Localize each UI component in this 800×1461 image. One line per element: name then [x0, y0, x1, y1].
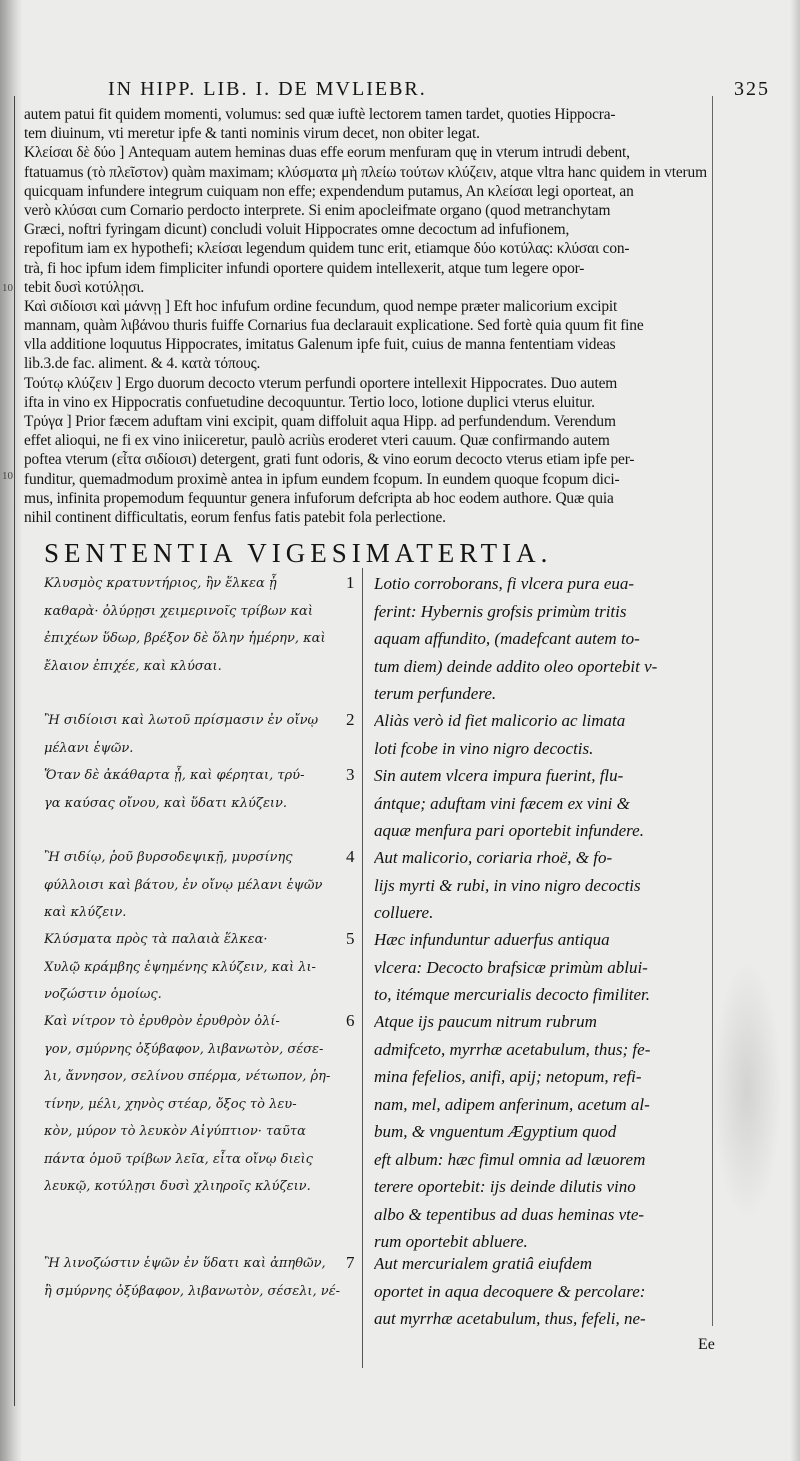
latin-line: ántque; aduftam vini fæcem ex vini &	[374, 793, 630, 813]
aphorism-number: 5	[346, 929, 355, 948]
commentary-line: verò κλύσαι cum Cornario perdocto interprete. Si enim apocleifmate organo (quod metranchytam	[24, 201, 611, 219]
greek-line: κὸν, μύρον τὸ λευκὸν Αἰγύπτιον· ταῦτα	[44, 1124, 306, 1139]
commentary-line: ifta in vino ex Hippocratis confuetudine decoquuntur. Tertio loco, lotione duplici vterus eluitur.	[24, 393, 595, 411]
latin-line: terere oportebit: ijs deinde dilutis vino	[374, 1177, 636, 1196]
greek-line: Χυλῷ κράμβης ἑψημένης κλύζειν, καὶ λι-	[44, 959, 316, 975]
commentary-line: tebit δυσὶ κοτύλῃσι.	[24, 278, 145, 296]
greek-text	[44, 1008, 356, 1201]
latin-line: to, itémque mercurialis decocto fimiliter.	[374, 985, 651, 1004]
greek-line: γα καύσας οἴνου, καὶ ὕδατι κλύζειν.	[44, 795, 288, 811]
latin-line: vlcera: Decocto brafsicæ primùm ablui-	[374, 957, 648, 977]
latin-line: Aut mercurialem gratiâ eiufdem	[374, 1254, 592, 1273]
greek-line: Καὶ νίτρον τὸ ἐρυθρὸν ἐρυθρὸν ὀλί-	[44, 1014, 280, 1029]
line-number-margin: 10	[2, 470, 13, 482]
commentary-line: repofitum iam ex hypothefi; κλείσαι legendum quidem tunc erit, etiamque δύο κοτύλας: κλύσαι con-	[24, 240, 630, 258]
latin-line: colluere.	[374, 903, 434, 922]
latin-line: admifceto, myrrhæ acetabulum, thus; fe-	[374, 1039, 651, 1059]
commentary-line: Καὶ σιδίοισι καὶ μάννῃ ] Eft hoc infufum ordine fecundum, quod nempe præter malicorium excipit	[24, 297, 618, 315]
aphorism-number: 7	[346, 1253, 355, 1272]
greek-line: φύλλοισι καὶ βάτου, ἐν οἴνῳ μέλανι ἑψῶν	[44, 877, 323, 893]
greek-line: Κλυσμὸς κρατυντήριος, ἢν ἕλκεα ᾖ	[44, 576, 277, 591]
greek-line: νοζώστιν ὁμοίως.	[44, 987, 162, 1002]
commentary-line: vlla additione loquutus Hippocrates, imitatus Galenum ipfe fuit, cuius de manna fententiam videas	[24, 336, 616, 354]
latin-translation	[374, 844, 710, 927]
aphorism-number: 4	[346, 847, 355, 866]
greek-line: γον, σμύρνης ὀξύβαφον, λιβανωτὸν, σέσε-	[44, 1041, 324, 1057]
latin-line: ferint: Hybernis grofsis primùm tritis	[374, 601, 627, 621]
latin-line: tum diem) deinde addito oleo oportebit v-	[374, 656, 658, 676]
commentary-line: Τρύγα ] Prior fæcem aduftam vini excipit, quam diffoluit aqua Hipp. ad perfundendum. Verendum	[24, 413, 616, 430]
latin-line: aut myrrhæ acetabulum, thus, fefeli, ne-	[374, 1309, 646, 1328]
commentary-line: Κλείσαι δὲ δύο ] Antequam autem heminas duas effe eorum menfuram quę in vterum intrudi debent,	[24, 144, 630, 162]
greek-line: ἐπιχέων ὕδωρ, βρέξον δὲ ὅλην ἡμέρην, καὶ	[44, 631, 326, 646]
page-edge	[790, 0, 800, 1461]
commentary-line: mannam, quàm λιβάνου thuris fuiffe Cornarius fua declarauit explicatione. Sed fortè quia quum fit fine	[24, 317, 644, 335]
greek-line: λευκῷ, κοτύλῃσι δυσὶ χλιηροῖς κλύζειν.	[44, 1179, 311, 1194]
commentary-line: quicquam infundere integrum cuiquam non effe; expendendum putamus, An κλείσαι legi oporteat, an	[24, 182, 634, 200]
latin-line: Sin autem vlcera impura fuerint, flu-	[374, 766, 624, 785]
latin-translation	[374, 707, 710, 762]
latin-line: albo & tepentibus ad duas heminas vte-	[374, 1204, 645, 1224]
page-number: 325	[734, 78, 770, 100]
commentary-line: trà, fi hoc ipfum idem fimpliciter infundi oportere quidem intellexerit, atque tum legere opor-	[24, 259, 585, 277]
latin-line: nam, mel, adipem anferinum, acetum al-	[374, 1094, 650, 1114]
commentary-line: Τούτῳ κλύζειν ] Ergo duorum decocto vterum perfundi oportere intellexit Hippocrates. Duo autem	[24, 374, 618, 392]
aphorism-number: 1	[346, 573, 355, 592]
commentary-line: ftatuamus (τὸ πλεῖστον) quàm maximam; κλύσματα μὴ πλείω τούτων κλύζειν, atque vltra hanc quidem in vterum	[24, 163, 707, 181]
greek-line: μέλανι ἑψῶν.	[44, 740, 134, 756]
latin-line: Aut malicorio, coriaria rhoë, & fo-	[374, 848, 613, 867]
latin-translation	[374, 1250, 710, 1333]
latin-line: bum, & vnguentum Ægyptium quod	[374, 1122, 617, 1141]
greek-line: Ἢ λινοζώστιν ἑψῶν ἐν ὕδατι καὶ ἀπηθῶν,	[44, 1256, 326, 1271]
line-number-margin: 10	[2, 282, 13, 294]
latin-line: Hæc infunduntur aduerfus antiqua	[374, 930, 610, 949]
greek-line: Κλύσματα πρὸς τὰ παλαιὰ ἕλκεα·	[44, 932, 268, 947]
greek-line: ἔλαιον ἐπιχέε, καὶ κλύσαι.	[44, 658, 222, 674]
greek-text	[44, 844, 356, 927]
commentary-line: lib.3.de fac. aliment. & 4. κατὰ τόπους.	[24, 355, 261, 373]
aphorism-number: 6	[346, 1011, 355, 1030]
latin-line: loti fcobe in vino nigro decoctis.	[374, 738, 594, 758]
greek-line: ἢ σμύρνης ὀξύβαφον, λιβανωτὸν, σέσελι, νέ-	[44, 1283, 341, 1299]
latin-translation	[374, 1008, 710, 1256]
latin-line: rum oportebit abluere.	[374, 1232, 528, 1251]
greek-line: Ἢ σιδίῳ, ῥοῦ βυρσοδεψικῇ, μυρσίνης	[44, 850, 293, 865]
left-margin-rule	[14, 96, 15, 1406]
paper-stain	[712, 960, 782, 1220]
latin-line: lijs myrti & rubi, in vino nigro decoctis	[374, 875, 641, 895]
commentary-line: autem patui fit quidem momenti, volumus: sed quæ iuftè lectorem tamen tardet, quoties Hippocra-	[24, 106, 616, 123]
running-title: IN HIPP. LIB. I. DE MVLIEBR.	[108, 78, 427, 100]
commentary-line: tem diuinum, vti meretur ipfe & tanti nominis virum decet, non obiter legat.	[24, 125, 480, 143]
latin-line: mina fefelios, anifi, apij; netopum, refi-	[374, 1067, 642, 1086]
greek-line: τίνην, μέλι, χηνὸς στέαρ, ὄξος τὸ λευ-	[44, 1096, 297, 1112]
latin-line: Lotio corroborans, fi vlcera pura eua-	[374, 574, 635, 593]
latin-translation	[374, 762, 710, 845]
catchword: Ee	[698, 1336, 715, 1353]
latin-line: Atque ijs paucum nitrum rubrum	[374, 1012, 597, 1031]
binding-shadow	[0, 0, 22, 1461]
latin-line: Aliàs verò id fiet malicorio ac limata	[374, 711, 626, 730]
greek-text	[44, 1250, 356, 1305]
greek-text	[44, 570, 356, 680]
latin-line: aquam affundito, (madefcant autem to-	[374, 629, 640, 648]
latin-line: terum perfundere.	[374, 684, 497, 703]
section-title: SENTENTIA VIGESIMATERTIA.	[44, 538, 553, 568]
greek-text	[44, 707, 356, 762]
page-header	[30, 78, 770, 104]
greek-text	[44, 762, 356, 817]
latin-line: eft album: hæc fimul omnia ad læuorem	[374, 1149, 646, 1169]
greek-line: πάντα ὁμοῦ τρίβων λεῖα, εἶτα οἴνῳ διεὶς	[44, 1151, 313, 1167]
commentary-line: Græci, noftri fyringam dicunt) concludi voluit Hippocrates omne decoctum ad infufionem,	[24, 221, 570, 239]
greek-text	[44, 926, 356, 1009]
commentary-line: poftea vterum (εἶτα σιδίοισι) detergent, grati funt odoris, & vino eorum decocto vterus etiam ipfe per-	[24, 451, 635, 469]
commentary-line: funditur, quemadmodum proximè antea in ipfum eundem fcopum. In eundem quoque fcopum dici-	[24, 470, 620, 488]
commentary-block	[24, 105, 714, 527]
aphorism-number: 2	[346, 710, 355, 729]
greek-line: Ἢ σιδίοισι καὶ λωτοῦ πρίσμασιν ἐν οἴνῳ	[44, 713, 319, 728]
commentary-line: effet alioqui, ne fi ex vino iniiceretur, paulò acriùs eroderet vteri cauum. Quæ confirmando autem	[24, 432, 610, 450]
latin-line: aquæ menfura pari oportebit infundere.	[374, 821, 644, 840]
greek-line: καθαρὰ· ὀλύρῃσι χειμερινοῖς τρίβων καὶ	[44, 603, 313, 619]
latin-line: oportet in aqua decoquere & percolare:	[374, 1281, 646, 1301]
greek-line: Ὅταν δὲ ἀκάθαρτα ᾖ, καὶ φέρηται, τρύ-	[44, 768, 305, 783]
latin-translation	[374, 926, 710, 1009]
aphorism-number: 3	[346, 765, 355, 784]
greek-line: λι, ἄννησον, σελίνου σπέρμα, νέτωπον, ῥη-	[44, 1069, 331, 1084]
commentary-line: nihil continent difficultatis, eorum fenfus fatis patebit fola perlectione.	[24, 508, 446, 526]
latin-translation	[374, 570, 710, 708]
commentary-line: mus, infinita propemodum fequuntur genera infuforum defcripta ab hoc eodem authore. Quæ quia	[24, 489, 614, 507]
column-divider	[362, 568, 363, 1368]
greek-line: καὶ κλύζειν.	[44, 905, 127, 920]
